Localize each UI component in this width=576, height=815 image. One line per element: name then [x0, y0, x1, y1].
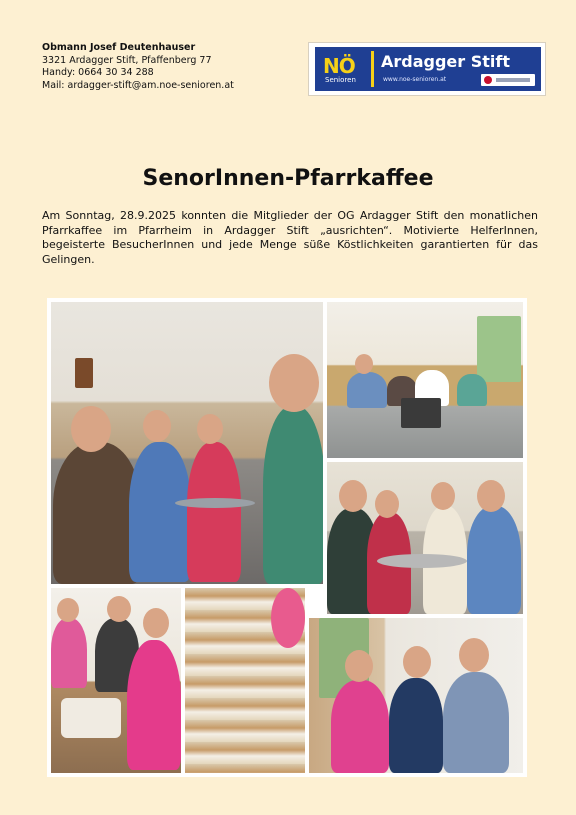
- person-head: [143, 608, 169, 638]
- bistro-table: [377, 554, 467, 568]
- contact-phone: Handy: 0664 30 34 288: [42, 67, 154, 78]
- noe-mark-subtext: Senioren: [325, 76, 356, 84]
- person-head: [355, 354, 373, 374]
- contact-email: Mail: ardagger-stift@am.noe-senioren.at: [42, 79, 234, 91]
- photo-cake-buffet: [185, 588, 305, 773]
- person-head: [107, 596, 131, 622]
- bistro-table: [175, 498, 255, 508]
- noe-mark: [319, 51, 374, 87]
- person-figure: [53, 442, 141, 584]
- crucifix-icon: [75, 358, 93, 388]
- article-intro: Am Sonntag, 28.9.2025 konnten die Mitglieder der OG Ardagger Stift den monatlichen Pfarrkaffee im Pfarrheim in Ardagger Stift „ausrichten“. Motivierte HelferInnen, begeisterte BesucherInnen und jede Menge süße Köstlichkeiten garantierten für das Gelingen.: [42, 209, 538, 266]
- photo-counter: [327, 302, 523, 458]
- person-head: [57, 598, 79, 622]
- cash-register: [401, 398, 441, 428]
- person-head: [345, 650, 373, 682]
- person-head: [71, 406, 111, 452]
- person-figure: [127, 640, 181, 770]
- noe-mark-text: NÖ: [323, 54, 355, 78]
- logo-banner: [315, 47, 541, 91]
- logo-title: Ardagger Stift: [381, 52, 511, 71]
- photo-women-table: [327, 462, 523, 614]
- person-head: [143, 410, 171, 442]
- person-head: [403, 646, 431, 678]
- person-figure: [389, 678, 443, 773]
- photo-three-women: [309, 618, 523, 773]
- person-head: [197, 414, 223, 444]
- person-figure: [331, 680, 389, 773]
- photo-group-standing: [51, 302, 323, 584]
- person-figure: [129, 442, 191, 582]
- noe-senioren-logo: [308, 42, 546, 96]
- person-head: [375, 490, 399, 518]
- contact-header: [42, 42, 234, 92]
- person-figure: [443, 672, 509, 773]
- article-title: SenorInnen-Pfarrkaffee: [142, 166, 434, 191]
- logo-url: www.noe-senioren.at: [383, 76, 447, 83]
- plates: [61, 698, 121, 738]
- person-head: [339, 480, 367, 512]
- photo-kitchen-helpers: [51, 588, 181, 773]
- flower-vase: [271, 588, 305, 648]
- person-figure: [457, 374, 487, 406]
- person-figure: [347, 372, 387, 408]
- photo-collage: [47, 298, 527, 777]
- person-figure: [467, 506, 521, 614]
- person-head: [269, 354, 319, 412]
- person-head: [477, 480, 505, 512]
- person-figure: [187, 442, 241, 582]
- lower-austria-badge-icon: [481, 74, 535, 86]
- window: [477, 316, 521, 382]
- person-head: [459, 638, 489, 672]
- contact-name: Obmann Josef Deutenhauser: [42, 42, 196, 53]
- person-figure: [263, 406, 323, 584]
- person-head: [431, 482, 455, 510]
- contact-address: 3321 Ardagger Stift, Pfaffenberg 77: [42, 54, 212, 66]
- person-figure: [51, 618, 87, 688]
